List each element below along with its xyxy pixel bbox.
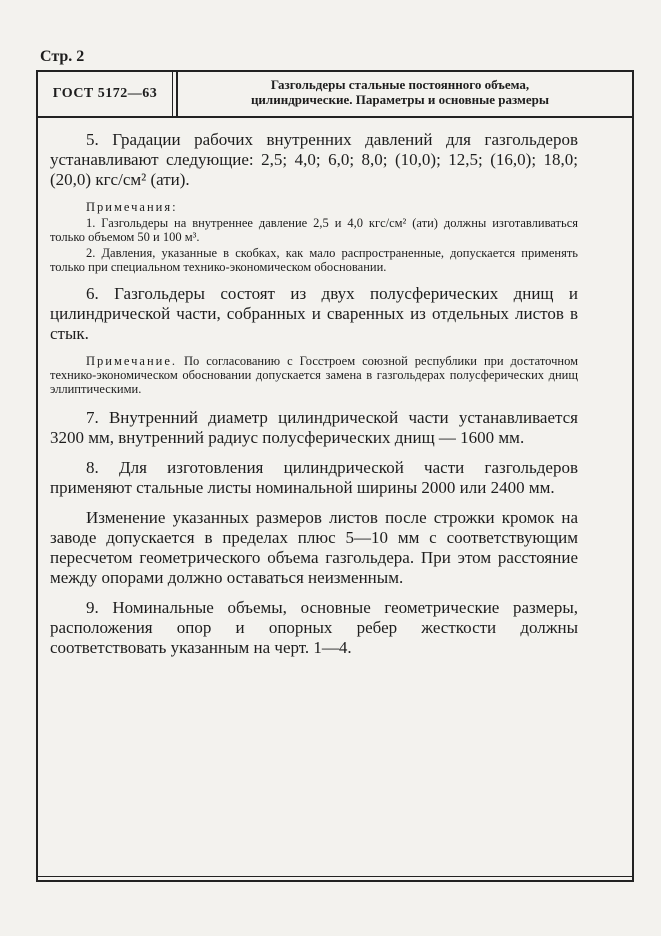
notes-section-5 [50, 200, 578, 274]
note-label: Примечание. [86, 354, 178, 368]
note-2: 2. Давления, указанные в скобках, как мало распространенные, допускается применять только при специальном технико-экономическом обосновании. [50, 246, 578, 274]
standard-number: ГОСТ 5172—63 [38, 72, 173, 116]
header-divider [176, 72, 178, 116]
paragraph-9: 9. Номинальные объемы, основные геометрические размеры, расположения опор и опорных ребер жесткости должны соответствовать указанным на черт. 1—4. [50, 598, 578, 657]
paragraph-8-change: Изменение указанных размеров листов после строжки кромок на заводе допускается в пределах плюс 5—10 мм с соответствующим пересчетом геометрического объема газгольдера. При этом расстояние между опорами должно оставаться неизменным. [50, 508, 578, 587]
document-title [180, 77, 620, 107]
title-line-2: цилиндрические. Параметры и основные размеры [250, 92, 550, 107]
paragraph-7: 7. Внутренний диаметр цилиндрической части устанавливается 3200 мм, внутренний радиус полусферических днищ — 1600 мм. [50, 408, 578, 447]
document-body [50, 130, 578, 658]
paragraph-5: 5. Градации рабочих внутренних давлений для газгольдеров устанавливают следующие: 2,5; 4,0; 6,0; 8,0; (10,0); 12,5; (16,0); 18,0; (20,0) кгс/см² (ати). [50, 130, 578, 189]
note-section-6 [50, 354, 578, 396]
header-block [38, 72, 632, 118]
notes-heading: Примечания: [86, 200, 178, 214]
note-1: 1. Газгольдеры на внутреннее давление 2,5 и 4,0 кгс/см² (ати) должны изготавливаться только объемом 50 и 100 м³. [50, 216, 578, 244]
note-text: По согласованию с Госстроем союзной республики при достаточном технико-экономическом обосновании допускается замена в газгольдерах полусферических днищ эллиптическими. [50, 354, 578, 396]
title-line-1: Газгольдеры стальные постоянного объема, [270, 77, 530, 92]
page-number: Стр. 2 [40, 48, 85, 65]
paragraph-6: 6. Газгольдеры состоят из двух полусферических днищ и цилиндрической части, собранных и сваренных из отдельных листов в стык. [50, 284, 578, 343]
paragraph-8: 8. Для изготовления цилиндрической части газгольдеров применяют стальные листы номинальной ширины 2000 или 2400 мм. [50, 458, 578, 497]
bottom-rule [36, 876, 632, 877]
